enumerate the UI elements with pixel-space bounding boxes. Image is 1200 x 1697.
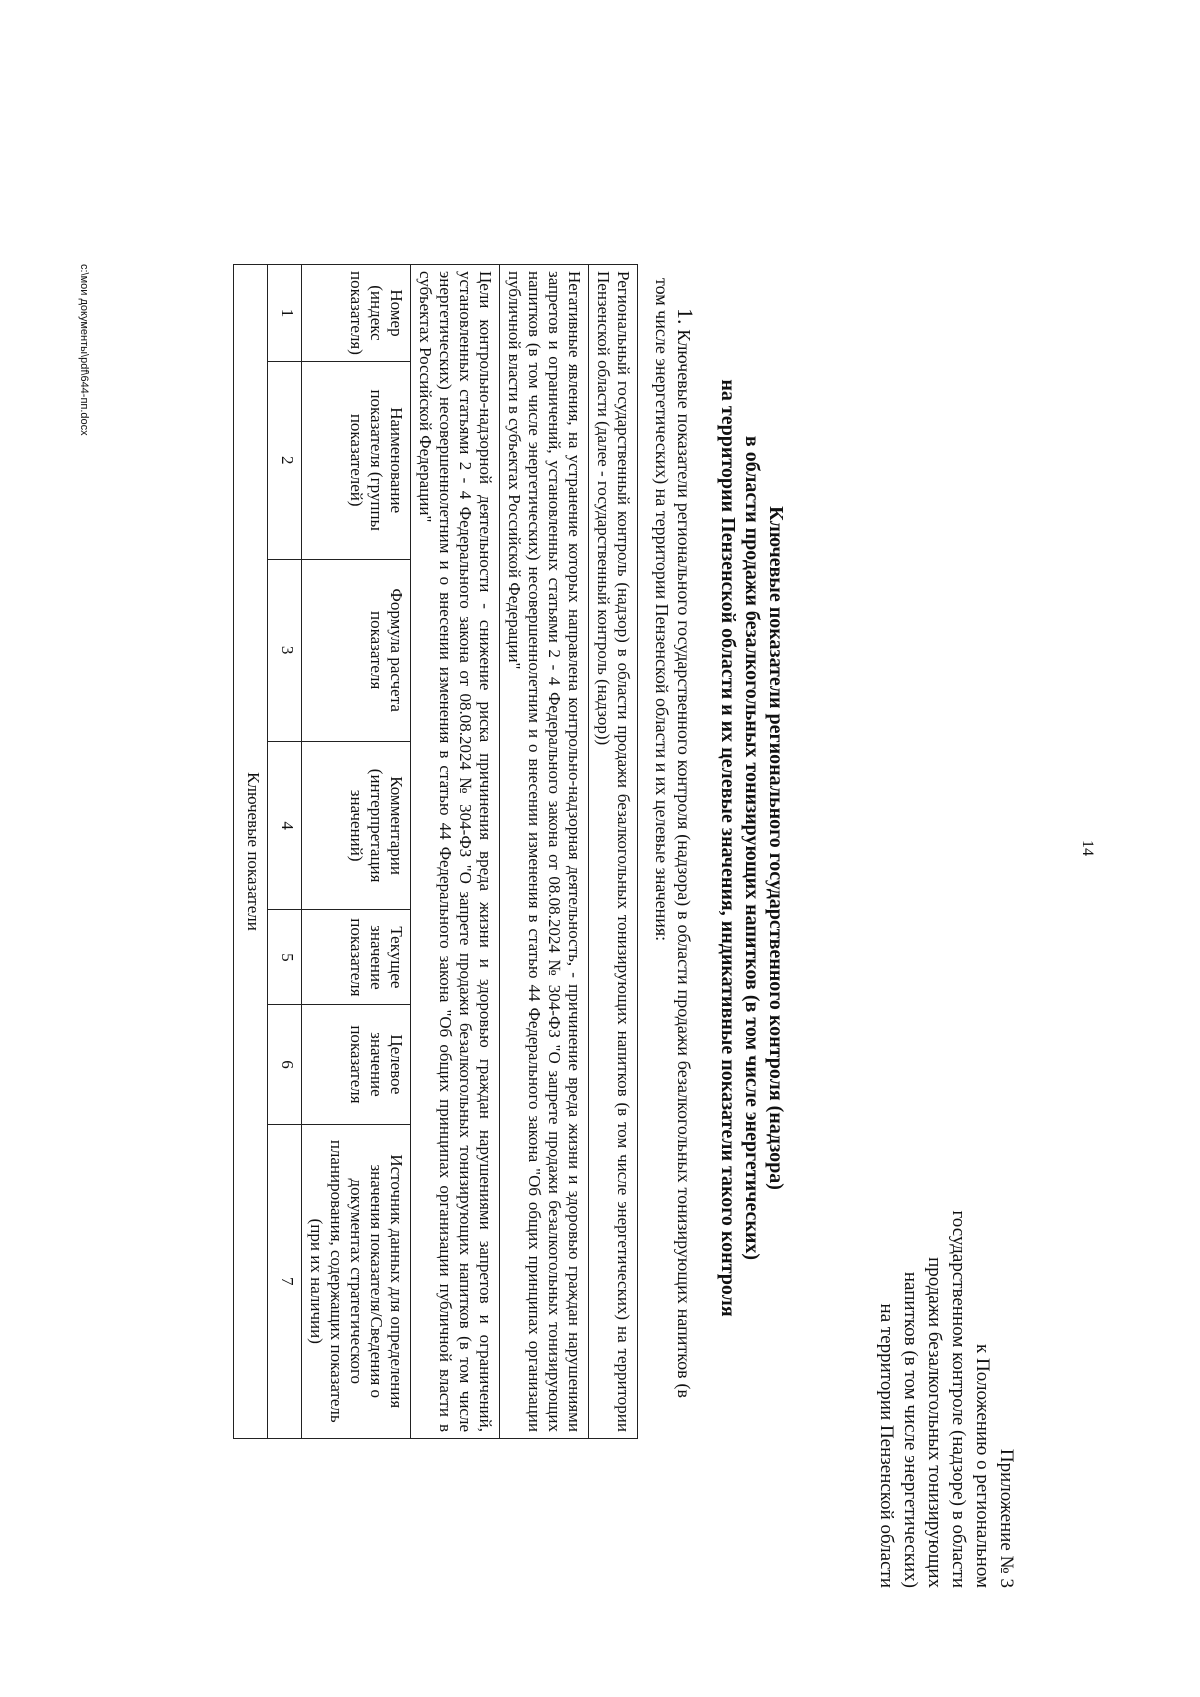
document-page [28,48,1188,1648]
column-number-cell: 1 [268,265,302,362]
file-path-footer: c:\мои документы\pdf\644-пп.docx [78,264,90,436]
column-number-row [268,265,302,1439]
column-number-cell: 7 [268,1124,302,1438]
section-title-cell: Ключевые показатели [234,265,268,1439]
control-description-cell: Региональный государственный контроль (надзор) в области продажи безалкогольных тонизирующих напитков (в том числе энергетических) на территории Пензенской области (далее - государственный контроль (надзор)) [589,265,638,1439]
header-cell-number: Номер (индекс показателя) [302,265,411,362]
header-cell-name: Наименование показателя (группы показателей) [302,361,411,559]
header-cell-current-value: Текущее значение показателя [302,910,411,1005]
appendix-line: на территории Пензенской области [876,1303,897,1588]
table-header-row [302,265,411,1439]
appendix-line: Приложение № 3 [996,1448,1017,1588]
intro-text: Ключевые показатели регионального государственного контроля (надзора) в области продажи безалкогольных тонизирующих напитков (в том числе энергетических) на территории Пензенской области и их целевые значения: [652,278,694,1398]
appendix-line: напитков (в том числе энергетических) [900,1271,921,1588]
intro-paragraph [651,278,696,1398]
title-line: на территории Пензенской области и их целевые значения, индикативные показатели такого контроля [717,379,739,1317]
table-row [500,265,589,1439]
negative-phenomena-cell: Негативные явления, на устранение которых направлена контрольно-надзорная деятельность, - причинение вреда жизни и здоровью граждан нарушениями запретов и ограничений, установленных статьями 2 - 4 Федерального закона от 08.08.2024 № 304-ФЗ "О запрете продажи безалкогольных тонизирующих напитков (в том числе энергетических) несовершеннолетним и о внесении изменения в статью 44 Федерального закона "Об общих принципах организации публичной власти в субъектах Российской Федерации" [500,265,589,1439]
indicators-table [233,264,638,1439]
column-number-cell: 6 [268,1005,302,1124]
appendix-line: государственном контроле (надзоре) в области [948,1210,969,1588]
goals-cell: Цели контрольно-надзорной деятельности - снижение риска причинения вреда жизни и здоровью граждан нарушениями запретов и ограничений, установленных статьями 2 - 4 Федерального закона от 08.08.2024 № 304-ФЗ "О запрете продажи безалкогольных тонизирующих напитков (в том числе энергетических) несовершеннолетним и о внесении изменения в статью 44 Федерального закона "Об общих принципах организации публичной власти в субъектах Российской Федерации" [411,265,500,1439]
title-line: Ключевые показатели регионального государственного контроля (надзора) [765,506,787,1190]
header-cell-target-value: Целевое значение показателя [302,1005,411,1124]
header-cell-formula: Формула расчета показателя [302,559,411,741]
header-cell-comments: Комментарии (интерпретация значений) [302,741,411,910]
column-number-cell: 4 [268,741,302,910]
title-line: в области продажи безалкогольных тонизирующих напитков (в том числе энергетических) [741,435,763,1261]
appendix-line: к Положению о региональном [972,1344,993,1588]
column-number-cell: 2 [268,361,302,559]
appendix-header [874,988,1018,1588]
table-row [589,265,638,1439]
appendix-line: продажи безалкогольных тонизирующих [924,1257,945,1588]
section-row [234,265,268,1439]
paragraph-number: 1. [673,308,698,325]
document-title [716,308,788,1388]
header-cell-source: Источник данных для определения значения показателя/Сведения о документах стратегического планирования, содержащих показатель (при их наличии) [302,1124,411,1438]
page-number: 14 [1079,840,1096,856]
table-row [411,265,500,1439]
column-number-cell: 3 [268,559,302,741]
column-number-cell: 5 [268,910,302,1005]
